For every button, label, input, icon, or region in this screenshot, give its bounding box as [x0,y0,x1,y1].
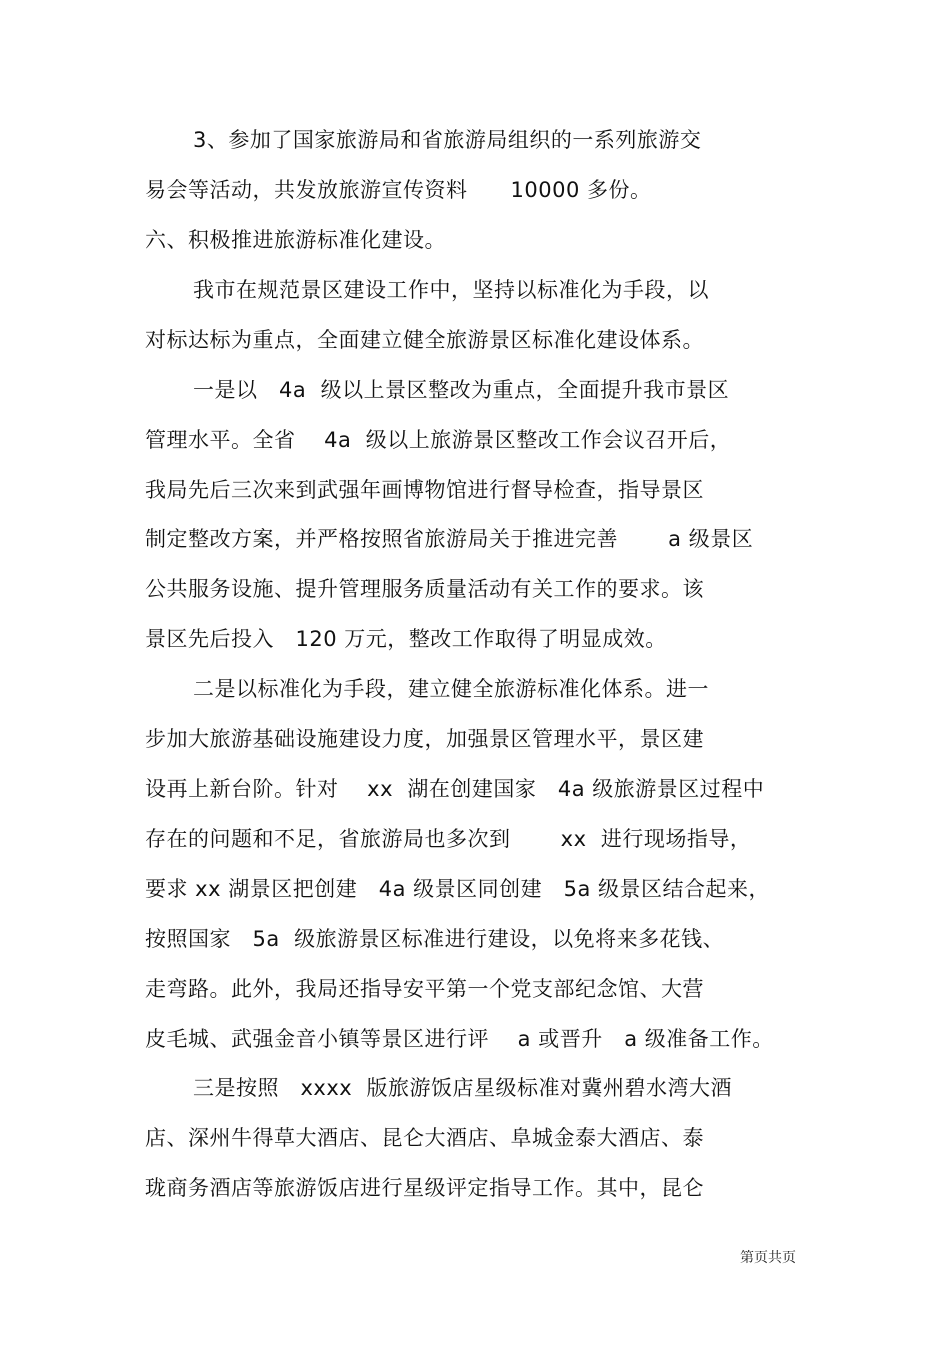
text-line: 管理水平。全省 4a 级以上旅游景区整改工作会议召开后， [145,428,732,452]
text-line: 公共服务设施、提升管理服务质量活动有关工作的要求。该 [145,577,704,601]
text-line: 步加大旅游基础设施建设力度，加强景区管理水平，景区建 [145,727,704,751]
text-line: 皮毛城、武强金音小镇等景区进行评 a 或晋升 a 级准备工作。 [145,1027,774,1051]
text-line: 要求 xx 湖景区把创建 4a 级景区同创建 5a 级景区结合起来， [145,877,771,901]
text-line: 对标达标为重点，全面建立健全旅游景区标准化建设体系。 [145,328,704,352]
text-line: 珑商务酒店等旅游饭店进行星级评定指导工作。其中，昆仑 [145,1176,704,1200]
text-line: 存在的问题和不足，省旅游局也多次到 xx 进行现场指导， [145,827,752,851]
page-footer: 第页共页 [740,1250,796,1266]
text-line: 我局先后三次来到武强年画博物馆进行督导检查，指导景区 [145,478,704,502]
text-line: 我市在规范景区建设工作中，坚持以标准化为手段，以 [193,278,709,302]
text-line: 走弯路。此外，我局还指导安平第一个党支部纪念馆、大营 [145,977,704,1001]
text-line: 设再上新台阶。针对 xx 湖在创建国家 4a 级旅游景区过程中 [145,777,765,801]
text-line: 易会等活动，共发放旅游宣传资料 10000 多份。 [145,178,652,202]
text-line: 按照国家 5a 级旅游景区标准进行建设，以免将来多花钱、 [145,927,725,951]
text-line: 店、深州牛得草大酒店、昆仑大酒店、阜城金泰大酒店、泰 [145,1126,704,1150]
text-line: 3、参加了国家旅游局和省旅游局组织的一系列旅游交 [193,128,702,152]
text-line: 二是以标准化为手段，建立健全旅游标准化体系。进一 [193,677,709,701]
text-line: 制定整改方案，并严格按照省旅游局关于推进完善 a 级景区 [145,527,754,551]
text-line: 景区先后投入 120 万元，整改工作取得了明显成效。 [145,627,667,651]
text-line: 一是以 4a 级以上景区整改为重点，全面提升我市景区 [193,378,730,402]
section-heading: 六、积极推进旅游标准化建设。 [145,228,446,252]
text-line: 三是按照 xxxx 版旅游饭店星级标准对冀州碧水湾大酒 [193,1076,733,1100]
